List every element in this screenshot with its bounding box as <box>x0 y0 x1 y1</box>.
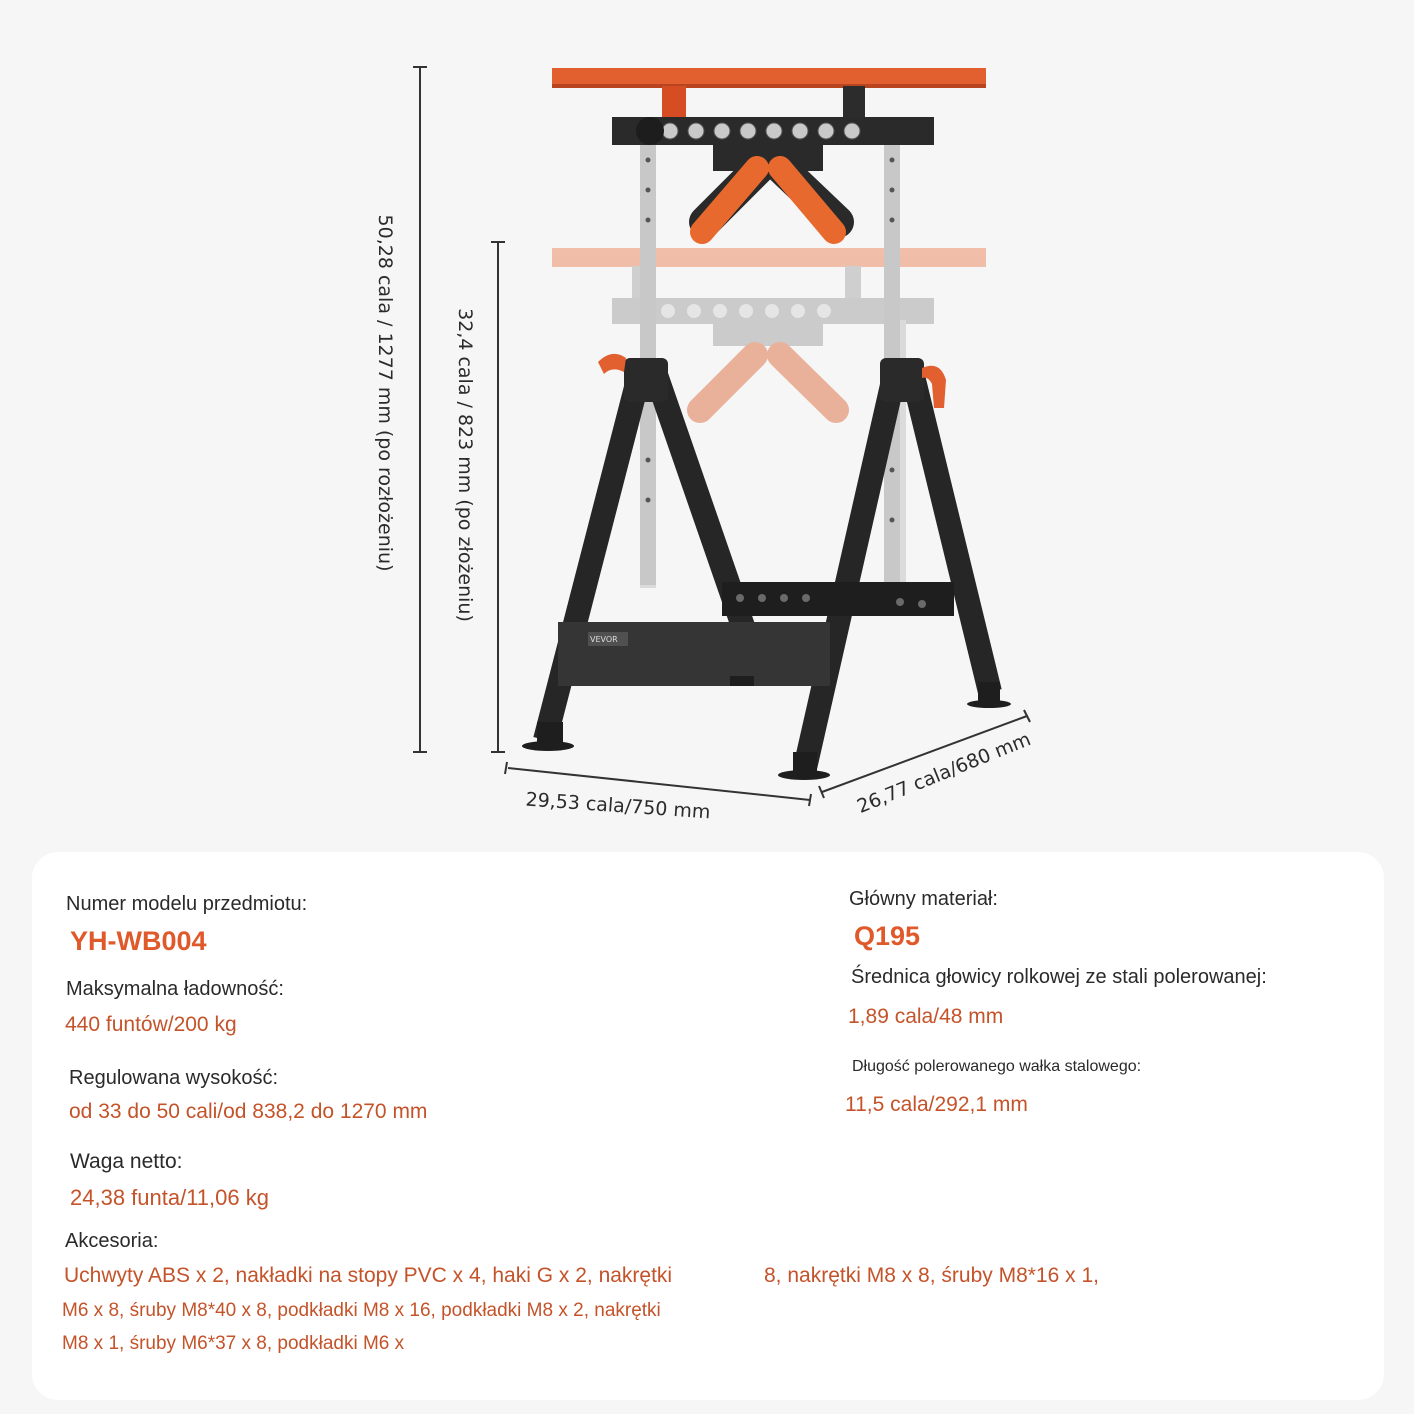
main-material-value: Q195 <box>854 921 921 951</box>
adjustable-height-label: Regulowana wysokość: <box>69 1067 278 1089</box>
model-value: YH-WB004 <box>70 926 207 956</box>
main-material-label: Główny materiał: <box>849 888 998 910</box>
max-load-label: Maksymalna ładowność: <box>66 978 284 1000</box>
accessories-line-1: Uchwyty ABS x 2, nakładki na stopy PVC x 4, haki G x 2, nakrętki <box>64 1264 673 1287</box>
roller-diameter-label: Średnica głowicy rolkowej ze stali polerowanej: <box>851 966 1267 988</box>
front-crossbar <box>558 622 830 686</box>
accessories-line-3: M8 x 1, śruby M6*37 x 8, podkładki M6 x <box>62 1333 405 1354</box>
roller-length-value: 11,5 cala/292,1 mm <box>845 1093 1028 1116</box>
specifications-card <box>32 852 1384 1400</box>
model-label: Numer modelu przedmiotu: <box>66 893 308 915</box>
roller-diameter-value: 1,89 cala/48 mm <box>848 1005 1004 1028</box>
frame-legs <box>545 372 990 768</box>
max-load-value: 440 funtów/200 kg <box>65 1013 237 1036</box>
height-open-dimension: 50,28 cala / 1277 mm (po rozłożeniu) <box>374 214 396 572</box>
accessories-line-2: M6 x 8, śruby M8*40 x 8, podkładki M8 x 16, podkładki M8 x 2, nakrętki <box>62 1300 661 1321</box>
net-weight-label: Waga netto: <box>70 1150 183 1173</box>
adjustable-height-value: od 33 do 50 cali/od 838,2 do 1270 mm <box>69 1100 428 1123</box>
depth-dimension: 26,77 cala/680 mm <box>854 728 1034 818</box>
net-weight-value: 24,38 funta/11,06 kg <box>70 1185 269 1210</box>
width-dimension: 29,53 cala/750 mm <box>524 788 712 824</box>
height-closed-dimension: 32,4 cala / 823 mm (po złożeniu) <box>454 308 476 622</box>
brand-label: VEVOR <box>590 635 618 644</box>
accessories-continuation: 8, nakrętki M8 x 8, śruby M8*16 x 1, <box>764 1264 1099 1287</box>
roller-length-label: Długość polerowanego wałka stalowego: <box>852 1058 1142 1075</box>
accessories-label: Akcesoria: <box>65 1230 159 1252</box>
